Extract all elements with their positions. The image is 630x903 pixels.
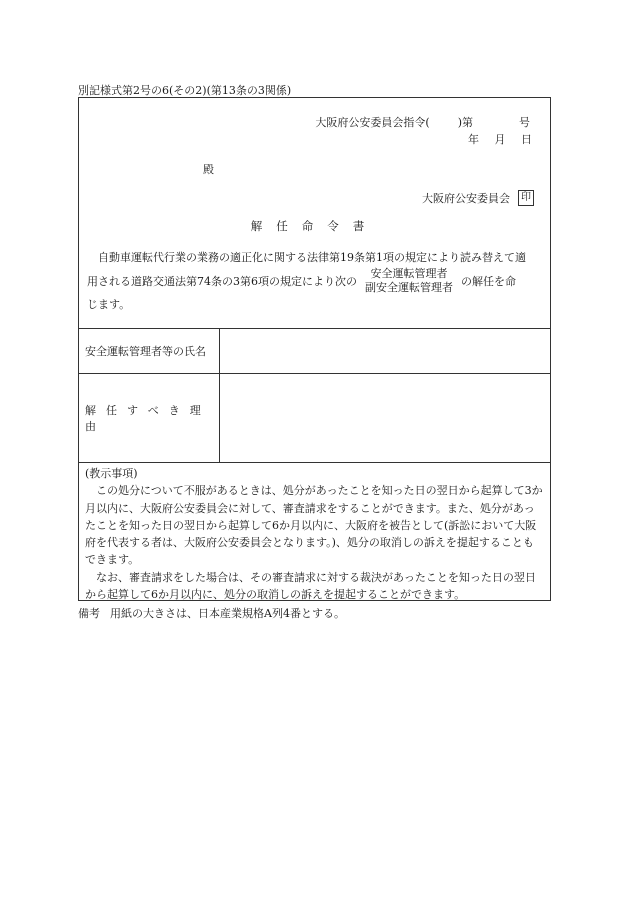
instruction-notes (79, 462, 550, 602)
issuer (422, 190, 534, 206)
designation-line (315, 114, 530, 130)
date-line (456, 131, 532, 147)
notes-paragraph-2: なお、審査請求をした場合は、その審査請求に対する裁決があったことを知った日の翌日から起算して6か月以内に、処分の取消しの訴えを提起することができます。 (85, 570, 536, 602)
remarks-text: 用紙の大きさは、日本産業規格A列4番とする。 (110, 607, 345, 620)
notes-paragraph-1: この処分について不服があるときは、処分があったことを知った日の翌日から起算して3か月以内に、大阪府公安委員会に対して、審査請求をすることができます。また、処分があったことを知った日の翌日から起算して6か月以内に、大阪府を被告として(訴訟において大阪府を代表する者は、大阪府公安委員会となります。)、処分の取消しの訴えを提起することもできます。 (85, 484, 543, 567)
issuer-name: 大阪府公安委員会 (422, 192, 510, 205)
form-top-section (79, 98, 550, 328)
body-line-3: じます。 (87, 298, 131, 311)
designation-mid: )第 (457, 116, 473, 129)
name-value (220, 329, 550, 373)
reason-label: 解任すべき理由 (79, 374, 220, 462)
date-month: 月 (494, 133, 506, 146)
document-title: 解任命令書 (250, 219, 379, 233)
option-safe-driving-manager: 安全運転管理者 (370, 267, 448, 280)
designation-suffix: 号 (519, 116, 530, 129)
order-form (78, 97, 551, 601)
addressee-honorific: 殿 (203, 163, 214, 176)
name-label: 安全運転管理者等の氏名 (79, 329, 220, 373)
body-line-1: 自動車運転代行業の業務の適正化に関する法律第19条第1項の規定により読み替えて適 (98, 251, 526, 264)
body-line-2-pre: 用される道路交通法第74条の3第6項の規定により次の (87, 274, 357, 288)
designation-label: 大阪府公安委員会指令( (315, 116, 430, 129)
remarks-label: 備考 (78, 607, 100, 620)
body-line-2 (87, 267, 544, 295)
table-row-name (79, 328, 550, 373)
date-day: 日 (521, 133, 532, 146)
table-row-reason (79, 373, 550, 462)
seal-mark: 印 (518, 190, 534, 206)
body-line-2-post: の解任を命 (461, 274, 516, 288)
form-number: 別記様式第2号の6(その2)(第13条の3関係) (78, 84, 292, 97)
order-body (87, 248, 544, 314)
manager-type-options (365, 267, 453, 295)
notes-heading: (教示事項) (85, 467, 138, 480)
option-deputy-manager: 副安全運転管理者 (365, 281, 453, 294)
remarks (78, 605, 345, 621)
date-year: 年 (468, 133, 479, 146)
reason-value (220, 374, 550, 462)
